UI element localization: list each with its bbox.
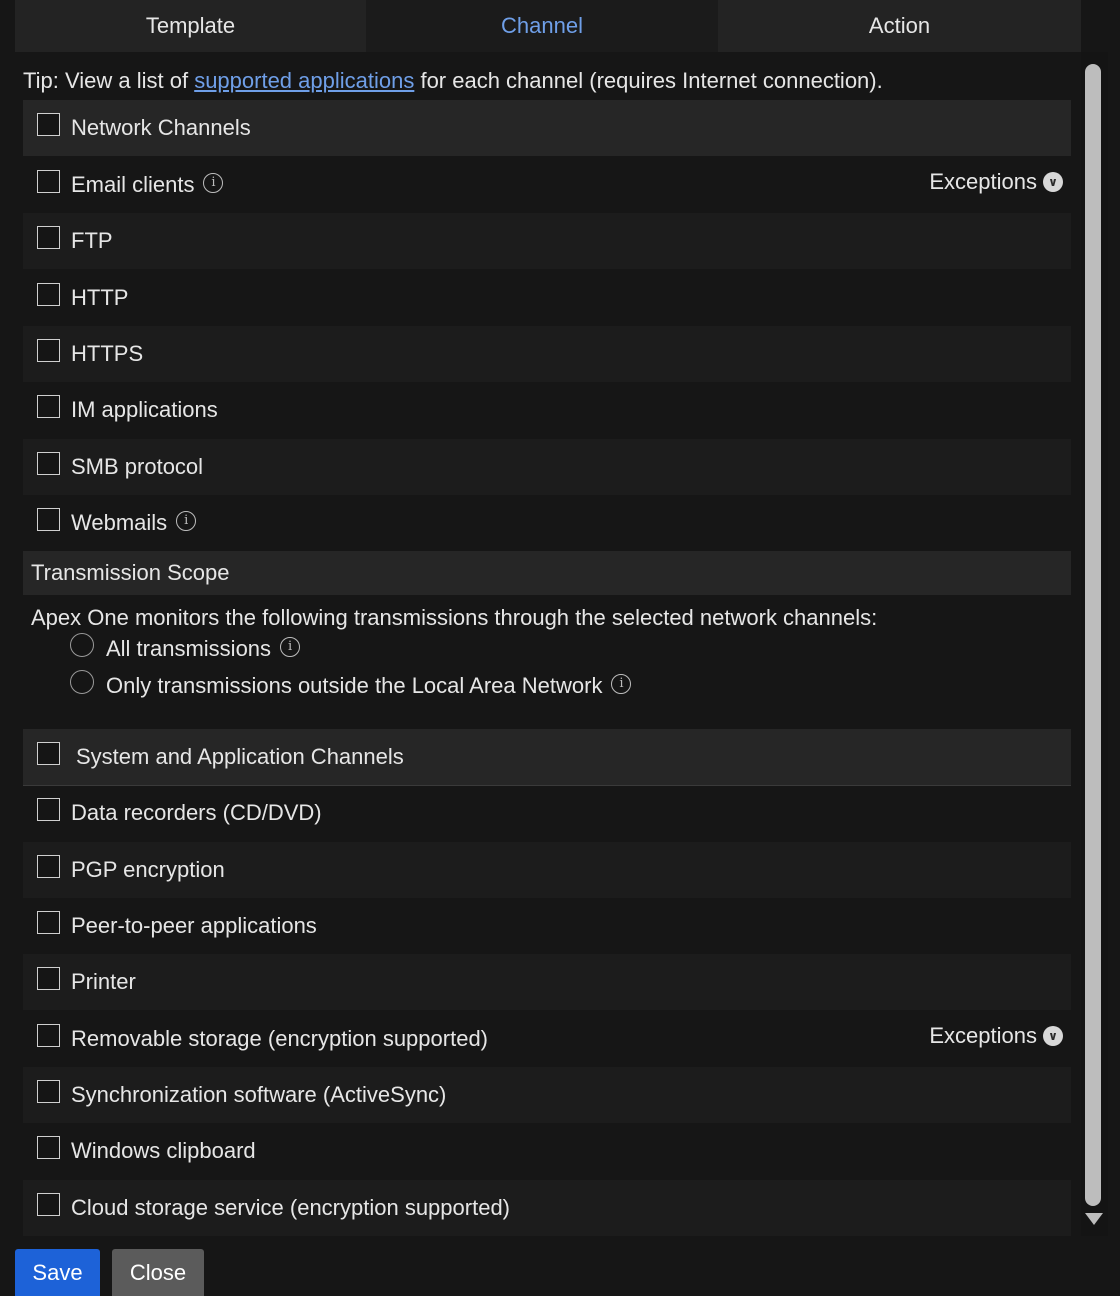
tab-channel[interactable]: Channel	[366, 0, 718, 52]
im-applications-label: IM applications	[71, 397, 218, 422]
ftp-checkbox[interactable]	[37, 226, 60, 249]
smb-protocol-checkbox[interactable]	[37, 452, 60, 475]
tab-template[interactable]: Template	[15, 0, 366, 52]
supported-applications-link[interactable]: supported applications	[194, 68, 415, 93]
tip-prefix: Tip: View a list of	[23, 68, 195, 93]
channel-panel	[15, 52, 1081, 1236]
save-button[interactable]: Save	[15, 1249, 100, 1296]
channel-row-printer	[23, 954, 1071, 1010]
email-clients-label: Email clients	[71, 172, 195, 197]
channel-row-cloud-storage	[23, 1180, 1071, 1236]
system-channels-header	[23, 729, 1071, 786]
transmission-scope-description: Apex One monitors the following transmissions through the selected network channels:	[31, 605, 878, 630]
windows-clipboard-checkbox[interactable]	[37, 1136, 60, 1159]
removable-storage-label: Removable storage (encryption supported)	[71, 1026, 489, 1051]
info-icon[interactable]: i	[203, 173, 223, 193]
channel-row-smb-protocol	[23, 439, 1071, 495]
removable-storage-checkbox[interactable]	[37, 1024, 60, 1047]
data-recorders-checkbox[interactable]	[37, 798, 60, 821]
outside-lan-label: Only transmissions outside the Local Area Network	[106, 673, 603, 698]
tab-action[interactable]: Action	[718, 0, 1081, 52]
channel-row-http	[23, 270, 1071, 326]
im-applications-checkbox[interactable]	[37, 395, 60, 418]
peer-to-peer-checkbox[interactable]	[37, 911, 60, 934]
channel-row-data-recorders	[23, 785, 1071, 841]
network-channels-label: Network Channels	[71, 115, 251, 140]
info-icon[interactable]: i	[280, 637, 300, 657]
chevron-down-icon: ∨	[1043, 172, 1063, 192]
cloud-storage-checkbox[interactable]	[37, 1193, 60, 1216]
all-transmissions-label: All transmissions	[106, 636, 272, 661]
pgp-encryption-label: PGP encryption	[71, 857, 225, 882]
pgp-encryption-checkbox[interactable]	[37, 855, 60, 878]
https-label: HTTPS	[71, 341, 144, 366]
http-label: HTTP	[71, 285, 129, 310]
exceptions-label: Exceptions	[929, 1023, 1037, 1048]
https-checkbox[interactable]	[37, 339, 60, 362]
email-exceptions-link[interactable]	[929, 169, 1063, 195]
channel-row-synchronization	[23, 1067, 1071, 1123]
printer-checkbox[interactable]	[37, 967, 60, 990]
tip-suffix: for each channel (requires Internet connection).	[414, 68, 883, 93]
close-button[interactable]: Close	[112, 1249, 204, 1296]
channel-row-webmails	[23, 495, 1071, 551]
scroll-down-arrow-icon[interactable]	[1085, 1213, 1103, 1225]
system-channels-label: System and Application Channels	[76, 744, 404, 769]
printer-label: Printer	[71, 969, 136, 994]
network-channels-checkbox[interactable]	[37, 113, 60, 136]
transmission-scope-label: Transmission Scope	[31, 560, 230, 585]
outside-lan-radio[interactable]	[70, 670, 94, 694]
synchronization-label: Synchronization software (ActiveSync)	[71, 1082, 447, 1107]
channel-row-peer-to-peer	[23, 898, 1071, 954]
email-clients-checkbox[interactable]	[37, 170, 60, 193]
network-channels-header	[23, 100, 1071, 156]
http-checkbox[interactable]	[37, 283, 60, 306]
system-channels-checkbox[interactable]	[37, 742, 60, 765]
chevron-down-icon: ∨	[1043, 1026, 1063, 1046]
ftp-label: FTP	[71, 228, 113, 253]
channel-row-ftp	[23, 213, 1071, 269]
tab-bar	[15, 0, 1081, 52]
channel-row-removable-storage	[23, 1011, 1071, 1067]
smb-protocol-label: SMB protocol	[71, 454, 204, 479]
radio-all-transmissions[interactable]	[70, 636, 300, 662]
info-icon[interactable]: i	[611, 674, 631, 694]
channel-row-im-applications	[23, 382, 1071, 438]
windows-clipboard-label: Windows clipboard	[71, 1138, 256, 1163]
webmails-label: Webmails	[71, 510, 168, 535]
data-recorders-label: Data recorders (CD/DVD)	[71, 800, 322, 825]
peer-to-peer-label: Peer-to-peer applications	[71, 913, 317, 938]
transmission-scope-header	[23, 551, 1071, 595]
removable-exceptions-link[interactable]	[929, 1023, 1063, 1049]
all-transmissions-radio[interactable]	[70, 633, 94, 657]
cloud-storage-label: Cloud storage service (encryption supported)	[71, 1195, 511, 1220]
channel-row-https	[23, 326, 1071, 382]
exceptions-label: Exceptions	[929, 169, 1037, 194]
channel-row-email-clients	[23, 157, 1071, 213]
radio-outside-lan[interactable]	[70, 673, 631, 699]
info-icon[interactable]: i	[176, 511, 196, 531]
channel-row-pgp-encryption	[23, 842, 1071, 898]
synchronization-checkbox[interactable]	[37, 1080, 60, 1103]
scrollbar-thumb[interactable]	[1085, 64, 1101, 1206]
webmails-checkbox[interactable]	[37, 508, 60, 531]
tip-text	[23, 68, 883, 94]
channel-row-windows-clipboard	[23, 1123, 1071, 1179]
